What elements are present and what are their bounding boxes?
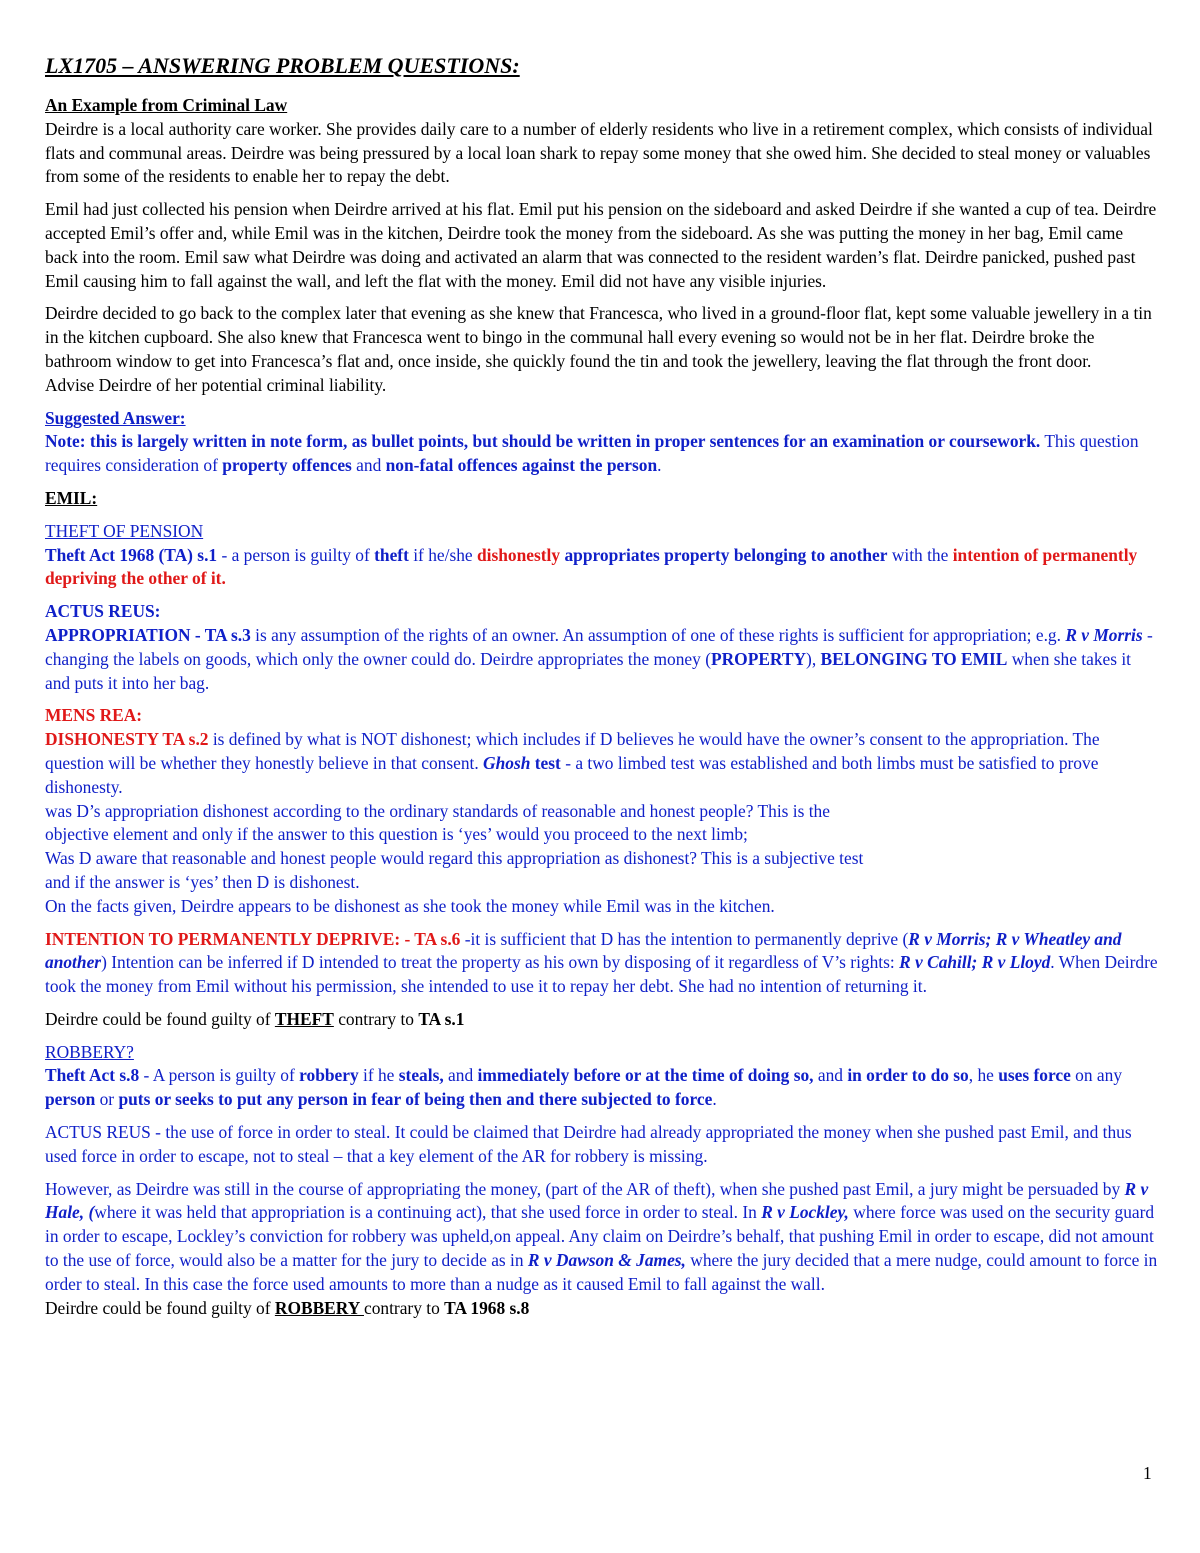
term-appropriates: appropriates property belonging to another xyxy=(564,544,888,565)
term-intention: intention of permanently depriving the other of it. xyxy=(45,544,1138,589)
text: and xyxy=(443,1065,478,1086)
actus-reus-robbery xyxy=(45,1121,1160,1169)
term-robbery-conclusion: ROBBERY xyxy=(274,1297,364,1318)
case-morris: R v Morris xyxy=(1065,624,1143,645)
actus-reus-robbery-label: ACTUS REUS xyxy=(45,1122,151,1143)
term-force: uses force xyxy=(998,1065,1071,1086)
problem-paragraph-3: Deirdre decided to go back to the complex later that evening as she knew that Francesca, who lived in a ground-floor flat, kept some valuable jewellery in a tin in the kitchen cupboard. She also knew that Francesca went to bingo in the communal hall every evening so would not be in her flat. Deirdre broke the bathroom window to get into Francesca’s flat and, once inside, she quickly found the tin and took the jewellery, leaving the flat through the front door. xyxy=(45,303,1152,371)
text: However, as Deirdre was still in the course of appropriating the money, (part of the AR of theft), when she pushed past Emil, a jury might be persuaded by xyxy=(45,1178,1125,1199)
text: where it was held that appropriation is a continuing act), that she used force in order to steal. In xyxy=(94,1202,762,1223)
text: is any assumption of the rights of an owner. An assumption of one of these rights is sufficient for appropriation; e.g. xyxy=(250,624,1066,645)
term-puts-fear: puts or seeks to put any person in fear of being then and there subjected to force xyxy=(118,1089,713,1110)
term-immediately: immediately before or at the time of doing so, xyxy=(477,1065,814,1086)
text: - changing the labels on goods, which only the owner could do. Deirdre appropriates the money ( xyxy=(45,624,1153,669)
text: or xyxy=(95,1089,119,1110)
act-ta-s1: TA s.1 xyxy=(418,1008,465,1029)
term-dishonestly: dishonestly xyxy=(476,544,561,565)
problem-paragraph-1: Deirdre is a local authority care worker. She provides daily care to a number of elderly residents who live in a retirement complex, which consists of individual flats and communal areas. Deirdre was being pressured by a local loan shark to repay some money that she owed him. She decided to steal money or valuables from some of the residents to enable her to repay the debt. xyxy=(45,118,1153,187)
theft-heading: THEFT OF PENSION xyxy=(45,520,204,541)
however-paragraph xyxy=(45,1178,1160,1297)
text: Deirdre could be found guilty of xyxy=(45,1008,275,1029)
term-theft: theft xyxy=(374,544,409,565)
theft-conclusion xyxy=(45,1008,1160,1032)
intention-label: INTENTION TO PERMANENTLY DEPRIVE: - TA s.6 xyxy=(45,928,461,949)
theft-act: Theft Act 1968 (TA) s.1 xyxy=(45,544,218,565)
ghosh-line-5: On the facts given, Deirdre appears to be dishonest as she took the money while Emil was in the kitchen. xyxy=(45,895,775,916)
text: Deirdre could be found guilty of xyxy=(45,1297,275,1318)
theft-definition xyxy=(45,544,1160,592)
term-belonging: BELONGING TO EMIL xyxy=(820,648,1008,669)
text: -it is sufficient that D has the intention to permanently deprive ( xyxy=(460,928,909,949)
page-title: LX1705 – ANSWERING PROBLEM QUESTIONS: xyxy=(45,53,520,78)
example-heading: An Example from Criminal Law xyxy=(45,95,288,115)
dishonesty-label: DISHONESTY TA s.2 xyxy=(45,729,209,750)
note-text: This question requires consideration of xyxy=(45,431,1139,476)
case-lockley: R v Lockley, xyxy=(761,1202,849,1223)
text: . xyxy=(712,1089,717,1110)
text: ), xyxy=(806,648,821,669)
act-ta-1968-s8: TA 1968 s.8 xyxy=(444,1297,530,1318)
text: contrary to xyxy=(363,1297,445,1318)
text: - the use of force in order to steal. It could be claimed that Deirdre had already appropriated the money when she pushed past Emil, and thus used force in order to escape, not to steal – that a key element of the AR for robbery is missing. xyxy=(45,1122,1132,1166)
robbery-act: Theft Act s.8 xyxy=(45,1065,140,1086)
text: . When Deirdre took the money from Emil without his permission, she intended to use it to repay her debt. She had no intention of returning it. xyxy=(45,952,1158,997)
text: and xyxy=(813,1065,848,1086)
robbery-definition xyxy=(45,1064,1160,1112)
case-hale: R v Hale, ( xyxy=(45,1178,1149,1223)
text: - a person is guilty of xyxy=(217,544,375,565)
ghosh-line-1: was D’s appropriation dishonest according to the ordinary standards of reasonable and honest people? This is the xyxy=(45,800,830,821)
term-theft-conclusion: THEFT xyxy=(274,1008,334,1029)
actus-reus-heading: ACTUS REUS: xyxy=(45,601,161,622)
problem-advise: Advise Deirdre of her potential criminal liability. xyxy=(45,374,387,395)
case-ghosh: Ghosh xyxy=(483,752,531,773)
text: - A person is guilty of xyxy=(139,1065,300,1086)
document-body xyxy=(45,52,1160,1320)
problem-paragraph-2: Emil had just collected his pension when Deirdre arrived at his flat. Emil put his pension on the sideboard and asked Deirdre if she wanted a cup of tea. Deirdre accepted Emil’s offer and, while Emil was in the kitchen, Deirdre took the money from the sideboard. As she was putting the money in her bag, Emil came back into the room. Emil saw what Deirdre was doing and activated an alarm that was connected to the resident warden’s flat. Deirdre panicked, pushed past Emil causing him to fall against the wall, and left the flat with the money. Emil did not have any visible injuries. xyxy=(45,199,1157,291)
term-steals: steals, xyxy=(398,1065,444,1086)
intention-paragraph xyxy=(45,928,1160,999)
term-property: PROPERTY xyxy=(710,648,807,669)
note-and: and xyxy=(351,455,386,476)
text: where the jury decided that a mere nudge, could amount to force in order to steal. In this case the force used amounts to more than a nudge as it caused Emil to fall against the wall. xyxy=(45,1250,1158,1294)
text: ) Intention can be inferred if D intended to treat the property as his own by disposing of it regardless of V’s rights: xyxy=(101,952,900,973)
dishonesty-paragraph xyxy=(45,728,1160,799)
term-person: person xyxy=(45,1089,96,1110)
term-robbery: robbery xyxy=(299,1065,359,1086)
note-end: . xyxy=(657,455,662,476)
cases-cahill-lloyd: R v Cahill; R v Lloyd xyxy=(899,952,1051,973)
case-dawson-james: R v Dawson & James, xyxy=(527,1250,686,1271)
mens-rea-heading: MENS REA: xyxy=(45,705,143,726)
text: when she takes it and puts it into her bag. xyxy=(45,648,1132,693)
note-paragraph xyxy=(45,430,1160,478)
cases-morris-wheatley: R v Morris; R v Wheatley and another xyxy=(45,928,1122,973)
appropriation-label: APPROPRIATION - TA s.3 xyxy=(45,624,251,645)
text: where force was used on the security guard in order to escape, Lockley’s conviction for robbery was upheld,on appeal. Any claim on Deirdre’s behalf, that pushing Emil in order to escape, did not amount to the use of force, would also be a matter for the jury to decide as in xyxy=(45,1202,1155,1271)
text: is defined by what is NOT dishonest; which includes if D believes he would have the owner’s consent to the appropriation. The question will be whether they honestly believe in that consent. xyxy=(45,729,1100,773)
note-bold: Note: this is largely written in note form, as bullet points, but should be written in proper sentences for an examination or coursework. xyxy=(45,431,1041,452)
emil-heading: EMIL: xyxy=(45,487,98,508)
page-number: 1 xyxy=(1143,1463,1152,1483)
text: if he/she xyxy=(408,544,477,565)
ghosh-line-2: objective element and only if the answer to this question is ‘yes’ would you proceed to the next limb; xyxy=(45,824,748,845)
text: if he xyxy=(358,1065,399,1086)
text: contrary to xyxy=(333,1008,419,1029)
text: with the xyxy=(887,544,953,565)
text: on any xyxy=(1070,1065,1123,1086)
appropriation-paragraph xyxy=(45,624,1160,695)
ghosh-line-4: and if the answer is ‘yes’ then D is dishonest. xyxy=(45,871,360,892)
term-in-order: in order to do so xyxy=(847,1065,969,1086)
note-property: property offences xyxy=(222,455,352,476)
suggested-answer-heading: Suggested Answer: xyxy=(45,407,186,428)
text: , he xyxy=(968,1065,999,1086)
ghosh-test: test xyxy=(530,752,561,773)
robbery-heading: ROBBERY? xyxy=(45,1041,134,1062)
text: - a two limbed test was established and both limbs must be satisfied to prove dishonesty. xyxy=(45,752,1099,797)
note-nonfatal: non-fatal offences against the person xyxy=(385,455,658,476)
robbery-conclusion xyxy=(45,1297,1160,1321)
ghosh-line-3: Was D aware that reasonable and honest people would regard this appropriation as dishonest? This is a subjective test xyxy=(45,848,864,869)
